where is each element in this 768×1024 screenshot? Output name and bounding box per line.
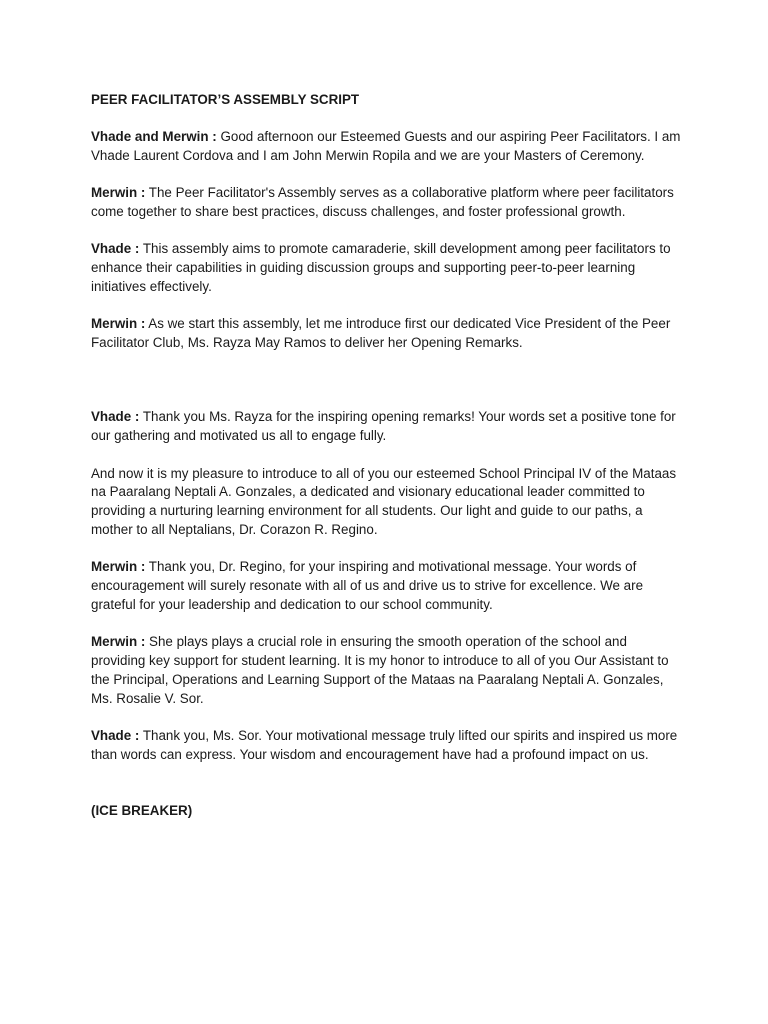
script-paragraph xyxy=(91,633,683,708)
ice-breaker-heading: (ICE BREAKER) xyxy=(91,802,193,818)
speaker-label: Merwin : xyxy=(91,634,146,650)
paragraph-text: Thank you, Ms. Sor. Your motivational message truly lifted our spirits and inspired us more than words can express. Your wisdom and encouragement have had a profound impact on us. xyxy=(91,728,678,762)
speaker-label: Vhade and Merwin : xyxy=(91,128,217,144)
speaker-label: Merwin : xyxy=(91,559,146,575)
blank-space xyxy=(91,371,683,408)
paragraph-text: And now it is my pleasure to introduce to all of you our esteemed School Principal IV of the Mataas na Paaralang Neptali A. Gonzales, a dedicated and visionary educational leader committed to providing a nurturing learning environment for all students. Our light and guide to our paths, a mother to all Neptalians, Dr. Corazon R. Regino. xyxy=(91,465,677,537)
speaker-label: Vhade : xyxy=(91,409,140,425)
speaker-label: Vhade : xyxy=(91,728,140,744)
script-paragraph xyxy=(91,128,683,166)
paragraph-text: This assembly aims to promote camaraderie, skill development among peer facilitators to enhance their capabilities in guiding discussion groups and supporting peer-to-peer learning initiatives effectively. xyxy=(91,241,671,294)
script-paragraph xyxy=(91,184,683,222)
speaker-label: Merwin : xyxy=(91,184,146,200)
script-paragraph xyxy=(91,315,683,353)
script-paragraph xyxy=(91,408,683,446)
speaker-label: Merwin : xyxy=(91,316,146,332)
script-paragraph xyxy=(91,465,683,540)
paragraph-text: Thank you Ms. Rayza for the inspiring opening remarks! Your words set a positive tone for our gathering and motivated us all to engage fully. xyxy=(91,409,676,444)
script-paragraph xyxy=(91,558,683,614)
document-page xyxy=(91,91,683,820)
speaker-label: Vhade : xyxy=(91,241,140,257)
paragraph-text: Good afternoon our Esteemed Guests and our aspiring Peer Facilitators. I am Vhade Laurent Cordova and I am John Merwin Ropila and we are your Masters of Ceremony. xyxy=(91,128,681,163)
paragraph-text: She plays plays a crucial role in ensuring the smooth operation of the school and providing key support for student learning. It is my honor to introduce to all of you Our Assistant to the Principal, Operations and Learning Support of the Mataas na Paaralang Neptali A. Gonzales, Ms. Rosalie V. Sor. xyxy=(91,634,669,706)
script-paragraph xyxy=(91,240,683,296)
paragraph-text: The Peer Facilitator's Assembly serves as a collaborative platform where peer facilitators come together to share best practices, discuss challenges, and foster professional growth. xyxy=(91,184,674,219)
paragraph-text: As we start this assembly, let me introduce first our dedicated Vice President of the Peer Facilitator Club, Ms. Rayza May Ramos to deliver her Opening Remarks. xyxy=(91,316,671,350)
script-paragraph xyxy=(91,727,683,765)
document-title: PEER FACILITATOR’S ASSEMBLY SCRIPT xyxy=(91,92,360,107)
paragraph-text: Thank you, Dr. Regino, for your inspiring and motivational message. Your words of encouragement will surely resonate with all of us and drive us to strive for excellence. We are grateful for your leadership and dedication to our school community. xyxy=(91,559,644,612)
